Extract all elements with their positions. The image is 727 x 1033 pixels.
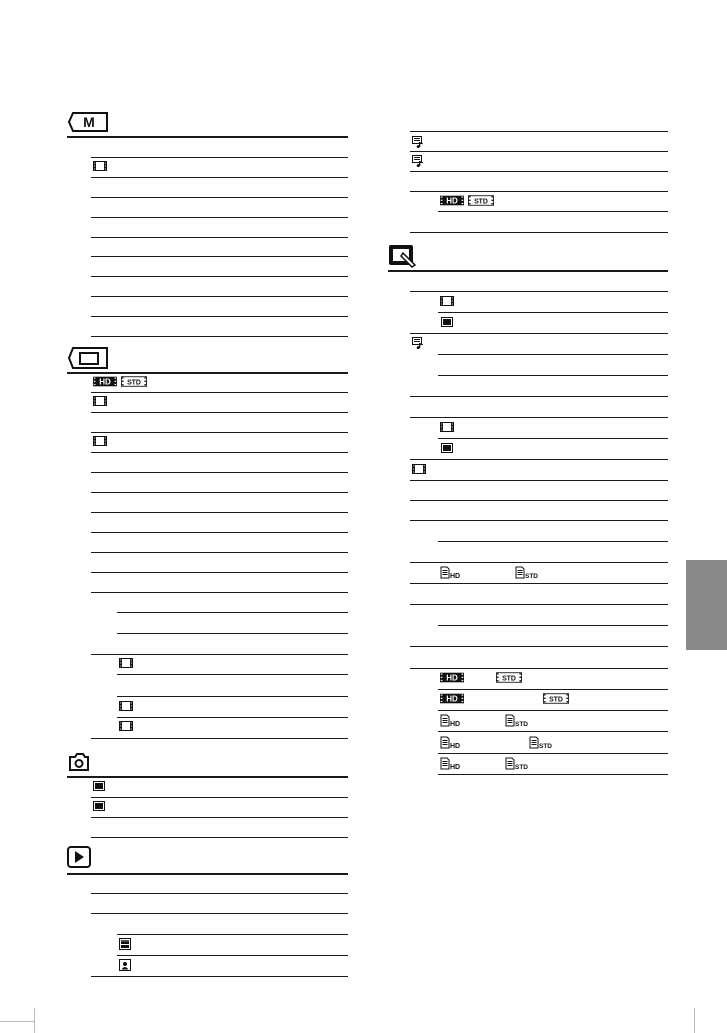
table-row-divider bbox=[438, 211, 668, 212]
table-row-divider bbox=[410, 480, 668, 481]
table-row-divider bbox=[438, 438, 668, 439]
table-row-divider bbox=[438, 312, 668, 313]
film-strip-icon bbox=[119, 701, 133, 711]
table-row-divider bbox=[91, 336, 348, 337]
still-image-icon bbox=[441, 443, 453, 453]
std-quality-icon bbox=[468, 195, 494, 206]
crop-mark-bottom-right bbox=[694, 1008, 695, 1033]
table-row-divider bbox=[438, 375, 668, 376]
table-row-divider bbox=[410, 291, 668, 292]
table-row-divider bbox=[91, 797, 348, 798]
table-row-divider bbox=[91, 237, 348, 238]
table-row-divider bbox=[91, 217, 348, 218]
hd-quality-icon bbox=[440, 693, 464, 704]
film-strip-icon bbox=[93, 396, 107, 406]
std-file-icon bbox=[505, 714, 529, 727]
music-note-icon bbox=[412, 136, 424, 148]
still-image-icon bbox=[93, 801, 105, 811]
table-row-divider bbox=[91, 592, 348, 593]
table-row-divider bbox=[117, 717, 348, 718]
hd-file-icon bbox=[440, 566, 462, 579]
crop-mark-bottom-left bbox=[34, 1008, 35, 1033]
table-row-divider bbox=[410, 604, 668, 605]
table-row-divider bbox=[117, 674, 348, 675]
std-quality-icon bbox=[543, 693, 569, 704]
table-row-divider bbox=[410, 520, 668, 521]
photo-section-rule bbox=[67, 776, 348, 778]
table-row-divider bbox=[91, 552, 348, 553]
table-row-divider bbox=[438, 689, 668, 690]
film-roll-index-icon bbox=[119, 938, 131, 950]
std-file-icon bbox=[529, 736, 553, 749]
table-row-divider bbox=[91, 276, 348, 277]
manual-mode-letter: M bbox=[83, 114, 95, 130]
hd-file-icon bbox=[440, 714, 462, 727]
std-file-icon bbox=[505, 757, 529, 770]
manual-section-rule bbox=[67, 136, 348, 138]
table-row-divider bbox=[410, 131, 668, 132]
edit-touch-icon bbox=[388, 244, 418, 268]
table-row-divider bbox=[438, 753, 668, 754]
table-row-divider bbox=[91, 177, 348, 178]
table-row-divider bbox=[91, 837, 348, 838]
side-index-tab bbox=[686, 560, 727, 650]
table-row-divider bbox=[91, 197, 348, 198]
table-row-divider bbox=[410, 583, 668, 584]
std-quality-icon bbox=[496, 672, 522, 683]
shooting-section-rule bbox=[67, 372, 348, 374]
table-row-divider bbox=[91, 976, 348, 977]
table-row-divider bbox=[117, 633, 348, 634]
film-strip-icon bbox=[93, 436, 107, 446]
manual-mode-m-icon bbox=[67, 111, 111, 133]
table-row-divider bbox=[91, 817, 348, 818]
camera-shooting-icon bbox=[67, 346, 111, 370]
table-row-divider bbox=[91, 157, 348, 158]
table-row-divider bbox=[410, 417, 668, 418]
table-row-divider bbox=[410, 646, 668, 647]
playback-icon bbox=[67, 846, 91, 868]
table-row-divider bbox=[91, 572, 348, 573]
film-strip-icon bbox=[93, 161, 107, 171]
table-row-divider bbox=[117, 955, 348, 956]
table-row-divider bbox=[438, 354, 668, 355]
table-row-divider bbox=[410, 459, 668, 460]
music-note-icon bbox=[412, 155, 424, 167]
table-row-divider bbox=[410, 500, 668, 501]
film-strip-icon bbox=[440, 422, 454, 432]
table-row-divider bbox=[91, 512, 348, 513]
table-row-divider bbox=[410, 171, 668, 172]
table-row-divider bbox=[438, 731, 668, 732]
table-row-divider bbox=[91, 392, 348, 393]
table-row-divider bbox=[410, 562, 668, 563]
hd-quality-icon bbox=[93, 376, 117, 387]
table-row-divider bbox=[91, 532, 348, 533]
table-row-divider bbox=[91, 472, 348, 473]
table-row-divider bbox=[91, 412, 348, 413]
crop-mark-bottom-left-h bbox=[0, 1021, 34, 1022]
table-row-divider bbox=[438, 625, 668, 626]
hd-quality-icon bbox=[440, 672, 464, 683]
hd-file-icon bbox=[440, 736, 462, 749]
hd-file-icon bbox=[440, 757, 462, 770]
film-strip-icon bbox=[440, 296, 454, 306]
std-file-icon bbox=[515, 566, 539, 579]
table-row-divider bbox=[438, 774, 668, 775]
table-row-divider bbox=[91, 452, 348, 453]
table-row-divider bbox=[91, 316, 348, 317]
edit-section-rule bbox=[388, 270, 668, 272]
table-row-divider bbox=[117, 696, 348, 697]
table-row-divider bbox=[438, 710, 668, 711]
still-image-icon bbox=[441, 317, 453, 327]
table-row-divider bbox=[91, 654, 348, 655]
film-strip-icon bbox=[119, 721, 133, 731]
playback-section-rule bbox=[67, 873, 348, 875]
hd-quality-icon bbox=[440, 195, 464, 206]
film-strip-icon bbox=[119, 658, 133, 668]
table-row-divider bbox=[438, 541, 668, 542]
table-row-divider bbox=[410, 232, 668, 233]
music-note-icon bbox=[412, 337, 424, 349]
table-row-divider bbox=[91, 913, 348, 914]
table-row-divider bbox=[410, 191, 668, 192]
table-row-divider bbox=[91, 492, 348, 493]
table-row-divider bbox=[410, 396, 668, 397]
table-row-divider bbox=[91, 893, 348, 894]
photo-camera-icon bbox=[67, 751, 91, 773]
table-row-divider bbox=[117, 934, 348, 935]
table-row-divider bbox=[410, 151, 668, 152]
table-row-divider bbox=[91, 296, 348, 297]
table-row-divider bbox=[117, 612, 348, 613]
film-strip-icon bbox=[412, 464, 426, 474]
still-image-icon bbox=[93, 781, 105, 791]
table-row-divider bbox=[91, 256, 348, 257]
table-row-divider bbox=[410, 333, 668, 334]
face-index-icon bbox=[119, 959, 131, 971]
std-quality-icon bbox=[121, 376, 147, 387]
table-row-divider bbox=[410, 668, 668, 669]
table-row-divider bbox=[91, 432, 348, 433]
table-row-divider bbox=[91, 738, 348, 739]
